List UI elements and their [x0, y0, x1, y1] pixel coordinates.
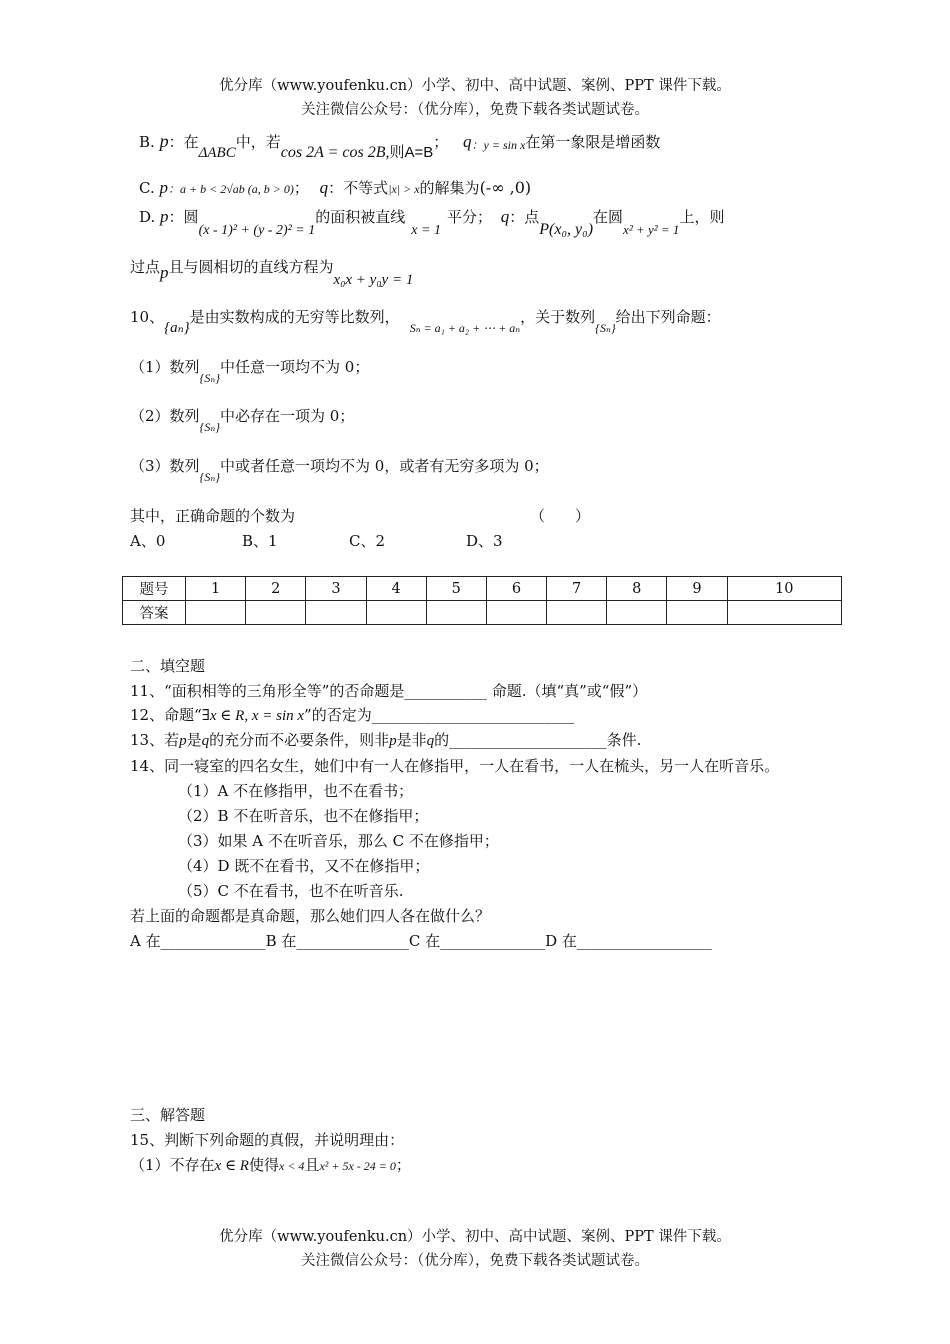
q14-item-5: （5）C 不在看书，也不在听音乐.: [178, 882, 404, 900]
answer-cell[interactable]: [306, 601, 366, 625]
text: ；: [395, 1156, 411, 1174]
table-cell-number: 7: [547, 577, 607, 601]
q9-option-d: [139, 206, 725, 238]
text: 12、命题“: [130, 706, 202, 724]
var-q: q: [319, 178, 329, 197]
point-p: P(x₀, y₀): [539, 221, 594, 238]
text: 中必存在一项为 0；: [220, 407, 355, 425]
table-row-numbers: [123, 577, 842, 601]
text: ：点: [509, 208, 540, 226]
q9-option-b: [139, 131, 661, 161]
var-p: p: [160, 207, 169, 226]
exists-expr: ∃x ∈ R, x = sin x: [201, 708, 305, 724]
unit-circle: x² + y² = 1: [623, 222, 680, 237]
q14-fill-blanks: A 在______________B 在_______________C 在______________D 在__________________: [130, 932, 712, 950]
text: 中或者任意一项均不为 0，或者有无穷多项为 0；: [220, 457, 549, 475]
seq-a: {aₙ}: [164, 320, 190, 336]
var-p: p: [160, 263, 169, 282]
option-label: B.: [139, 133, 155, 151]
table-answer-label: 答案: [123, 601, 186, 625]
answer-cell[interactable]: [607, 601, 667, 625]
var-p: p: [159, 178, 168, 197]
q10-item-2: [130, 405, 355, 434]
triangle-abc: ΔABC: [198, 145, 236, 161]
footer-line-2: 关注微信公众号：（优分库），免费下载各类试题试卷。: [301, 1253, 649, 1269]
text: 是由实数构成的无穷等比数列，: [189, 308, 400, 326]
tangent-eq: x₀x + y₀y = 1: [333, 272, 414, 288]
text: 是非: [396, 731, 427, 749]
option-label: C.: [139, 179, 155, 197]
header-line-1: 优分库（www.youfenku.cn）小学、初中、高中试题、案例、PPT 课件下载。: [219, 78, 731, 94]
q14-item-4: （4）D 既不在看书，又不在修指甲；: [178, 857, 430, 875]
seq-s: {Sₙ}: [595, 321, 616, 335]
seq-s: {Sₙ}: [199, 470, 221, 484]
text: ：在: [168, 133, 199, 151]
text: 且: [304, 1156, 320, 1174]
table-cell-number: 8: [607, 577, 667, 601]
cos-condition: cos 2A = cos 2B,: [280, 144, 390, 161]
q14-item-1: （1）A 不在修指甲，也不在看书；: [178, 782, 414, 800]
footer-line-1: 优分库（www.youfenku.cn）小学、初中、高中试题、案例、PPT 课件下载。: [219, 1229, 731, 1245]
var-q: q: [463, 132, 472, 151]
table-cell-number: 5: [426, 577, 486, 601]
q10-answer-paren: （ ）: [530, 507, 591, 525]
q14: 14、同一寝室的四名女生，她们中有一人在修指甲，一人在看书，一人在梳头，另一人在听音乐。: [130, 757, 780, 775]
circle-eq: (x - 1)² + (y - 2)² = 1: [198, 223, 316, 238]
var-q: q: [500, 207, 510, 226]
var-p: p: [179, 733, 187, 749]
text: 的面积被直线: [315, 208, 406, 226]
text: 中，若: [235, 133, 281, 151]
section-2-title: 二、填空题: [130, 657, 206, 675]
answer-cell[interactable]: [366, 601, 426, 625]
q9-option-c: [139, 177, 531, 198]
seq-s: {Sₙ}: [199, 371, 221, 385]
table-cell-number: 9: [667, 577, 727, 601]
p-expr: ：a + b < 2√ab (a, b > 0): [168, 182, 294, 196]
sin-expr: ：y = sin x: [471, 138, 526, 152]
table-cell-number: 4: [366, 577, 426, 601]
text: ：圆: [168, 208, 199, 226]
section-3-title: 三、解答题: [130, 1106, 206, 1124]
header-line-2: 关注微信公众号：（优分库），免费下载各类试题试卷。: [301, 102, 649, 118]
table-header-label: 题号: [123, 577, 186, 601]
text: 的解集为: [419, 179, 480, 197]
q15-part-1: [130, 1154, 411, 1175]
text: 使得: [248, 1156, 279, 1174]
x-lt-4: x < 4: [279, 1159, 305, 1173]
q10-choice-a: A、0: [130, 532, 166, 550]
answer-cell[interactable]: [486, 601, 546, 625]
table-cell-number: 2: [246, 577, 306, 601]
text: 平分；: [446, 208, 492, 226]
q10-choice-b: B、1: [242, 532, 278, 550]
answer-cell[interactable]: [426, 601, 486, 625]
answer-cell[interactable]: [667, 601, 727, 625]
text: 在圆: [593, 208, 624, 226]
interval: (-∞ ,0): [479, 178, 532, 197]
text: ，关于数列: [520, 308, 596, 326]
table-cell-number: 10: [727, 577, 841, 601]
text: （1）数列: [130, 358, 200, 376]
var-q: q: [201, 733, 210, 749]
var-p: p: [159, 131, 169, 151]
text: 给出下列命题：: [615, 308, 721, 326]
q14-question: 若上面的命题都是真命题，那么她们四人各在做什么？: [130, 907, 491, 925]
q13: [130, 729, 641, 750]
text: 13、若: [130, 731, 180, 749]
semicolon: ；: [293, 179, 309, 197]
q14-item-3: （3）如果 A 不在听音乐，那么 C 不在修指甲；: [178, 832, 499, 850]
q10-item-1: [130, 356, 370, 385]
q14-item-2: （2）B 不在听音乐，也不在修指甲；: [178, 807, 429, 825]
text: ：不等式: [328, 179, 389, 197]
text: 的充分而不必要条件，则非: [209, 731, 390, 749]
then-text: 则A=B: [389, 144, 434, 161]
quadratic-eq: x² + 5x - 24 = 0: [319, 1159, 396, 1173]
answer-cell[interactable]: [186, 601, 246, 625]
sum-expr: Sₙ = a₁ + a₂ + ⋯ + aₙ: [409, 321, 521, 335]
semicolon: ；: [433, 133, 449, 151]
text: 是: [186, 731, 202, 749]
table-row-answers: [123, 601, 842, 625]
text: （3）数列: [130, 457, 200, 475]
q9-option-d-line2: [130, 256, 414, 288]
text: （1）不存在: [130, 1156, 215, 1174]
text: ”的否定为___________________________: [304, 706, 575, 724]
text: 过点: [130, 258, 161, 276]
answer-cell[interactable]: [547, 601, 607, 625]
q10-choice-d: D、3: [466, 532, 503, 550]
x-in-r: x ∈ R: [214, 1158, 249, 1174]
var-q: q: [426, 733, 435, 749]
text: 且与圆相切的直线方程为: [168, 258, 334, 276]
text: 中任意一项均不为 0；: [220, 358, 370, 376]
q12: [130, 704, 574, 725]
answer-cell[interactable]: [727, 601, 841, 625]
q10-prompt: 其中，正确命题的个数为: [130, 507, 296, 525]
line-eq: x = 1: [411, 223, 441, 238]
seq-s: {Sₙ}: [199, 420, 221, 434]
answer-cell[interactable]: [246, 601, 306, 625]
text: 在第一象限是增函数: [525, 133, 661, 151]
q10-choice-c: C、2: [349, 532, 386, 550]
table-cell-number: 6: [486, 577, 546, 601]
var-p: p: [389, 733, 397, 749]
q11: 11、“面积相等的三角形全等”的否命题是___________ 命题.（填“真”或“假”）: [130, 682, 648, 700]
table-cell-number: 1: [186, 577, 246, 601]
q10-item-3: [130, 455, 549, 484]
question-number: 10、: [130, 308, 165, 326]
text: （2）数列: [130, 407, 200, 425]
text: 的_____________________条件.: [434, 731, 642, 749]
table-cell-number: 3: [306, 577, 366, 601]
text: 上，则: [679, 208, 725, 226]
q15: 15、判断下列命题的真假，并说明理由：: [130, 1131, 405, 1149]
answer-table: [122, 576, 842, 625]
abs-expr: |x| > x: [388, 182, 420, 196]
option-label: D.: [139, 208, 156, 226]
